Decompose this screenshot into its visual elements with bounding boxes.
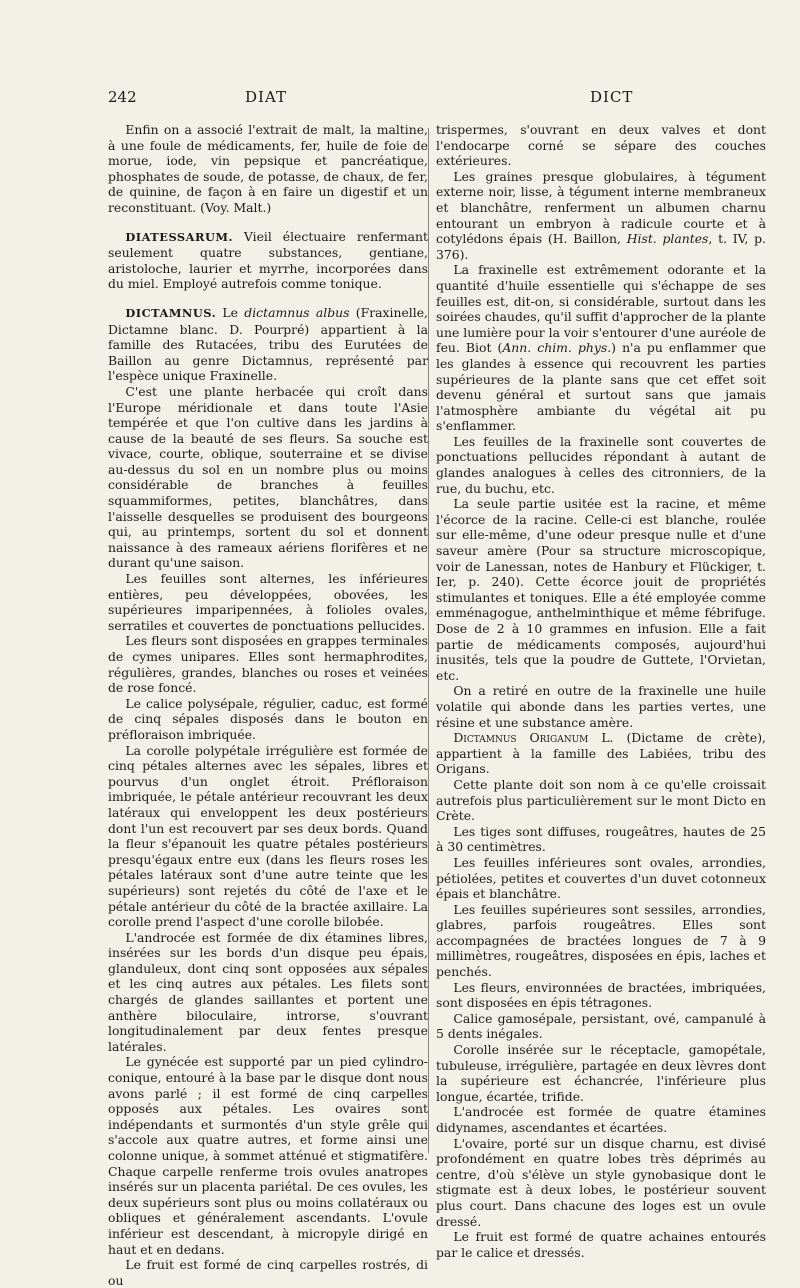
paragraph: Les feuilles de la fraxinelle sont couvertes de ponctuations pellucides répondant à autant de glandes analogues à celles des citronniers, de la rue, du buchu, etc.	[436, 433, 766, 496]
paragraph: Le gynécée est supporté par un pied cylindro-conique, entouré à la base par le disque dont nous avons parlé ; il est formé de cinq carpelles opposés aux pétales. Les ovaires sont indépendants et surmontés d'un style grêle qui s'accole aux quatre autres, et forme ainsi une colonne unique, à sommet atténué et stigmatifère. Chaque carpelle renferme trois ovules anatropes insérés sur un placenta pariétal. De ces ovules, les deux supérieurs sont plus ou moins collatéraux ou obliques et généralement ascendants. L'ovule inférieur est descendant, à micropyle dirigé en haut et en dedans.	[108, 1054, 428, 1257]
paragraph: trispermes, s'ouvrant en deux valves et dont l'endocarpe corné se sépare des couches extérieures.	[436, 122, 766, 169]
text: ) n'a pu enflammer que les glandes à essence qui recouvrent les parties supérieures de la plante sans que cet effet soit devenu général et surtout sans que jamais l'atmosphère ambiante du végétal ait pu s'enflammer.	[436, 340, 766, 434]
entry-text: Vieil électuaire renfermant seulement quatre substances, gentiane, aristoloche, laurier et myrrhe, incorporées dans du miel. Employé autrefois comme tonique.	[108, 228, 428, 292]
text: Les graines presque globulaires, à tégument externe noir, lisse, à tégument interne membraneux et blanchâtre, renferment un albumen charnu entourant un embryon à radicule courte et à cotylédons épais (H. Baillon,	[436, 168, 766, 247]
entry-text: (Fraxinelle, Dictamne blanc. D. Pourpré) appartient à la famille des Rutacées, tribu des Eurutées de Baillon au genre Dictamnus, représenté par l'espèce unique Fraxinelle.	[108, 304, 428, 384]
paragraph: Corolle insérée sur le réceptacle, gamopétale, tubuleuse, irrégulière, partagée en deux lèvres dont la supérieure est échancrée, l'inférieure plus longue, écartée, trifide.	[436, 1042, 766, 1104]
paragraph: Calice gamosépale, persistant, ové, campanulé à 5 dents inégales.	[436, 1010, 766, 1042]
paragraph: Cette plante doit son nom à ce qu'elle croissait autrefois plus particulièrement sur le mont Dicto en Crète.	[436, 776, 766, 824]
entry-text: L. (Dictame de crète), appartient à la famille des Labiées, tribu des Origans.	[436, 730, 766, 777]
paragraph: Le calice polysépale, régulier, caduc, est formé de cinq sépales disposés dans le bouton en préfloraison imbriquée.	[108, 695, 428, 742]
paragraph: Les feuilles supérieures sont sessiles, arrondies, glabres, parfois rougeâtres. Elles sont accompagnées de bractées longues de 7 à 9 millimètres, rougeâtres, disposées en épis, laches et penchés.	[436, 901, 766, 980]
paragraph: Les fleurs sont disposées en grappes terminales de cymes unipares. Elles sont hermaphrodites, régulières, grandes, blanches ou roses et veinées de rose foncé.	[108, 633, 428, 696]
citation-title: Hist. plantes	[626, 231, 709, 247]
paragraph: La seule partie usitée est la racine, et même l'écorce de la racine. Celle-ci est blanche, roulée sur elle-même, d'une odeur presque nulle et d'une saveur amère (Pour sa structure microscopique, voir de Lanessan, notes de Hanbury et Flückiger, t. Ier, p. 240). Cette écorce jouit de propriétés stimulantes et toniques. Elle a été employée comme emménagogue, anthelminthique et même fébrifuge. Dose de 2 à 10 grammes en infusion. Elle a fait partie de médicaments composés, aujourd'hui inusités, tels que la poudre de Guttete, l'Orvietan, etc.	[436, 496, 766, 683]
paragraph: L'ovaire, porté sur un disque charnu, est divisé profondément en quatre lobes très déprimés au centre, d'où s'élève un style gynobasique dont le stigmate est à deux lobes, le postérieur souvent plus court. Dans chacune des loges est un ovule dressé.	[436, 1135, 766, 1229]
paragraph: Le fruit est formé de cinq carpelles rostrés, di ou	[108, 1257, 428, 1288]
paragraph: L'androcée est formée de quatre étamines didynames, ascendantes et écartées.	[436, 1104, 766, 1135]
paragraph: C'est une plante herbacée qui croît dans l'Europe méridionale et dans toute l'Asie tempérée et que l'on cultive dans les jardins à cause de la beauté de ses fleurs. Sa souche est vivace, courte, oblique, souterraine et se divise au-dessus du sol en un nombre plus ou moins considérable de branches à feuilles squammiformes, petites, blanchâtres, dans l'aisselle desquelles se produisent des bourgeons qui, au printemps, sortent du sol et donnent naissance à des rameaux aériens florifères et ne durant qu'une saison.	[108, 383, 428, 571]
page-number: 242	[108, 88, 137, 106]
entry-dictamnus	[108, 305, 428, 384]
text: La fraxinelle est extrêmement odorante et la quantité d'huile essentielle qui s'échappe de ses feuilles est, dit-on, si considérable, surtout dans les soirées chaudes, qu'il suffit d'approcher de la plante une lumière pour la voir s'entourer d'une auréole de feu. Biot (	[436, 262, 766, 356]
paragraph: Les feuilles sont alternes, les inférieures entières, peu développées, obovées, les supérieures imparipennées, à folioles ovales, serratiles et couvertes de ponctuations pellucides.	[108, 571, 428, 633]
right-column	[436, 122, 766, 1260]
entry-diatessarum	[108, 229, 428, 292]
citation-title: Ann. chim. phys.	[502, 340, 612, 356]
paragraph: Les fleurs, environnées de bractées, imbriquées, sont disposées en épis tétragones.	[436, 979, 766, 1011]
species-name: dictamnus albus	[244, 304, 350, 320]
entry-keyword: DIATESSARUM.	[125, 229, 233, 244]
paragraph	[436, 262, 766, 434]
paragraph: La corolle polypétale irrégulière est formée de cinq pétales alternes avec les sépales, libres et pourvus d'un onglet étroit. Préfloraison imbriquée, le pétale antérieur recouvrant les deux latéraux qui enveloppent les deux postérieurs dont l'un est recouvert par ses deux bords. Quand la fleur s'épanouit les quatre pétales postérieurs presqu'égaux entre eux (dans les fleurs roses les pétales latéraux sont d'une autre teinte que les supérieurs) sont rejetés du côté de l'axe et le pétale antérieur du côté de la bractée axillaire. La corolle prend l'aspect d'une corolle bilobée.	[108, 742, 428, 930]
paragraph-malt: Enfin on a associé l'extrait de malt, la maltine, à une foule de médicaments, fer, huile de foie de morue, iode, vin pepsique et pancréatique, phosphates de soude, de potasse, de chaux, de fer, de quinine, de façon à en faire un digestif et un reconstituant. (Voy. Malt.)	[108, 122, 428, 215]
entry-keyword: Dictamnus Origanum	[453, 730, 589, 746]
paragraph: Les tiges sont diffuses, rougeâtres, hautes de 25 à 30 centimètres.	[436, 823, 766, 855]
paragraph: L'androcée est formée de dix étamines libres, insérées sur les bords d'un disque peu épais, glanduleux, dont cinq sont opposées aux sépales et les cinq autres aux pétales. Les filets sont chargés de glandes saillantes et portent une anthère biloculaire, introrse, s'ouvrant longitudinalement par deux fentes presque latérales.	[108, 929, 428, 1054]
column-divider	[428, 128, 429, 1153]
header-right-title: DICT	[590, 88, 634, 106]
entry-text: Le	[216, 304, 245, 320]
left-column	[108, 122, 428, 1288]
running-header	[0, 88, 800, 112]
header-left-title: DIAT	[245, 88, 287, 106]
entry-keyword: DICTAMNUS.	[125, 305, 217, 320]
paragraph	[436, 169, 766, 263]
entry-dictamnus-origanum	[436, 730, 766, 777]
text: , t. IV, p. 376).	[436, 231, 766, 262]
paragraph: Le fruit est formé de quatre achaines entourés par le calice et dressés.	[436, 1229, 766, 1260]
paragraph: Les feuilles inférieures sont ovales, arrondies, pétiolées, petites et couvertes d'un duvet cotonneux épais et blanchâtre.	[436, 854, 766, 902]
paragraph: On a retiré en outre de la fraxinelle une huile volatile qui abonde dans les parties vertes, une résine et une substance amère.	[436, 683, 766, 730]
